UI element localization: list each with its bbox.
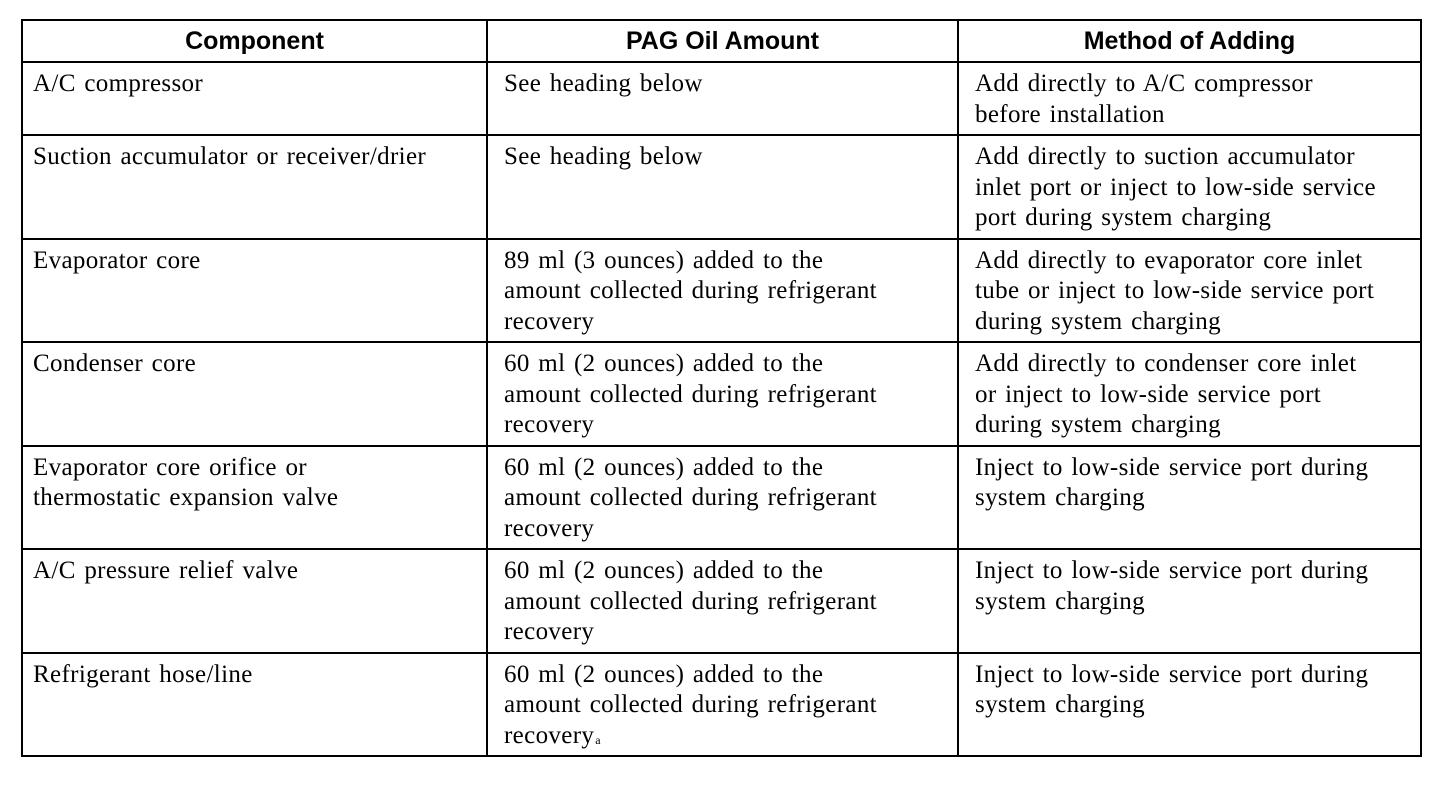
- cell-line: system charging: [975, 691, 1145, 718]
- table-row: [22, 446, 1421, 550]
- table-row: [22, 342, 1421, 446]
- cell-line: amount collected during refrigerant: [504, 691, 877, 718]
- cell-text: recovery: [504, 721, 595, 749]
- method-cell: [958, 239, 1421, 343]
- cell-line: Add directly to condenser core inlet: [975, 350, 1357, 377]
- cell-line: 60 ml (2 ounces) added to the: [504, 660, 824, 688]
- table-row: [22, 549, 1421, 653]
- cell-line: recovery: [504, 514, 595, 542]
- header-component: Component: [22, 20, 487, 62]
- table-row: [22, 135, 1421, 239]
- cell-line: 60 ml (2 ounces) added to the: [504, 453, 824, 481]
- cell-line: Inject to low-side service port during: [975, 557, 1369, 584]
- header-method-of-adding: Method of Adding: [958, 20, 1421, 62]
- table-row: [22, 239, 1421, 343]
- component-cell: [22, 62, 487, 135]
- cell-line: tube or inject to low-side service port: [975, 277, 1375, 304]
- component-cell: [22, 239, 487, 343]
- cell-line: amount collected during refrigerant: [504, 484, 877, 511]
- cell-line: recovery: [504, 411, 595, 438]
- amount-cell: [487, 446, 958, 550]
- table-row: [22, 62, 1421, 135]
- cell-line: system charging: [975, 587, 1145, 615]
- method-cell: [958, 342, 1421, 446]
- cell-line: 60 ml (2 ounces) added to the: [504, 350, 824, 377]
- amount-cell: [487, 62, 958, 135]
- cell-line: recovery: [504, 307, 595, 335]
- cell-line: 60 ml (2 ounces) added to the: [504, 557, 824, 584]
- cell-line: port during system charging: [975, 204, 1272, 231]
- footnote-marker: a: [595, 732, 601, 747]
- cell-line: Add directly to A/C compressor: [975, 70, 1313, 97]
- cell-line: Evaporator core orifice or: [33, 453, 307, 481]
- cell-line: A/C pressure relief valve: [33, 557, 299, 584]
- cell-line: See heading below: [504, 70, 703, 97]
- cell-line: 89 ml (3 ounces) added to the: [504, 246, 824, 274]
- cell-line: thermostatic expansion valve: [33, 484, 339, 511]
- table-row: [22, 653, 1421, 757]
- cell-line: Inject to low-side service port during: [975, 453, 1369, 481]
- cell-line: [504, 721, 947, 752]
- cell-line: before installation: [975, 100, 1165, 128]
- component-cell: [22, 342, 487, 446]
- cell-line: See heading below: [504, 143, 703, 170]
- cell-line: Suction accumulator or receiver/drier: [33, 143, 427, 170]
- cell-line: amount collected during refrigerant: [504, 277, 877, 304]
- cell-line: recovery: [504, 618, 595, 645]
- cell-line: amount collected during refrigerant: [504, 587, 877, 615]
- cell-line: A/C compressor: [33, 70, 204, 97]
- method-cell: [958, 653, 1421, 757]
- component-cell: [22, 549, 487, 653]
- pag-oil-table: [21, 19, 1422, 757]
- amount-cell: [487, 342, 958, 446]
- cell-line: Condenser core: [33, 350, 197, 377]
- component-cell: [22, 446, 487, 550]
- method-cell: [958, 135, 1421, 239]
- cell-line: or inject to low-side service port: [975, 380, 1322, 408]
- cell-line: Add directly to suction accumulator: [975, 143, 1355, 170]
- amount-cell: [487, 135, 958, 239]
- cell-line: system charging: [975, 484, 1145, 511]
- cell-line: Inject to low-side service port during: [975, 660, 1369, 688]
- amount-cell: [487, 653, 958, 757]
- component-cell: [22, 653, 487, 757]
- cell-line: during system charging: [975, 411, 1221, 438]
- method-cell: [958, 549, 1421, 653]
- amount-cell: [487, 239, 958, 343]
- method-cell: [958, 62, 1421, 135]
- amount-cell: [487, 549, 958, 653]
- cell-line: amount collected during refrigerant: [504, 380, 877, 408]
- cell-line: Evaporator core: [33, 246, 201, 274]
- cell-line: Add directly to evaporator core inlet: [975, 246, 1363, 274]
- cell-line: inlet port or inject to low-side service: [975, 173, 1376, 201]
- header-row: [22, 20, 1421, 62]
- method-cell: [958, 446, 1421, 550]
- cell-line: Refrigerant hose/line: [33, 660, 253, 688]
- component-cell: [22, 135, 487, 239]
- header-pag-oil-amount: PAG Oil Amount: [487, 20, 958, 62]
- cell-line: during system charging: [975, 307, 1221, 335]
